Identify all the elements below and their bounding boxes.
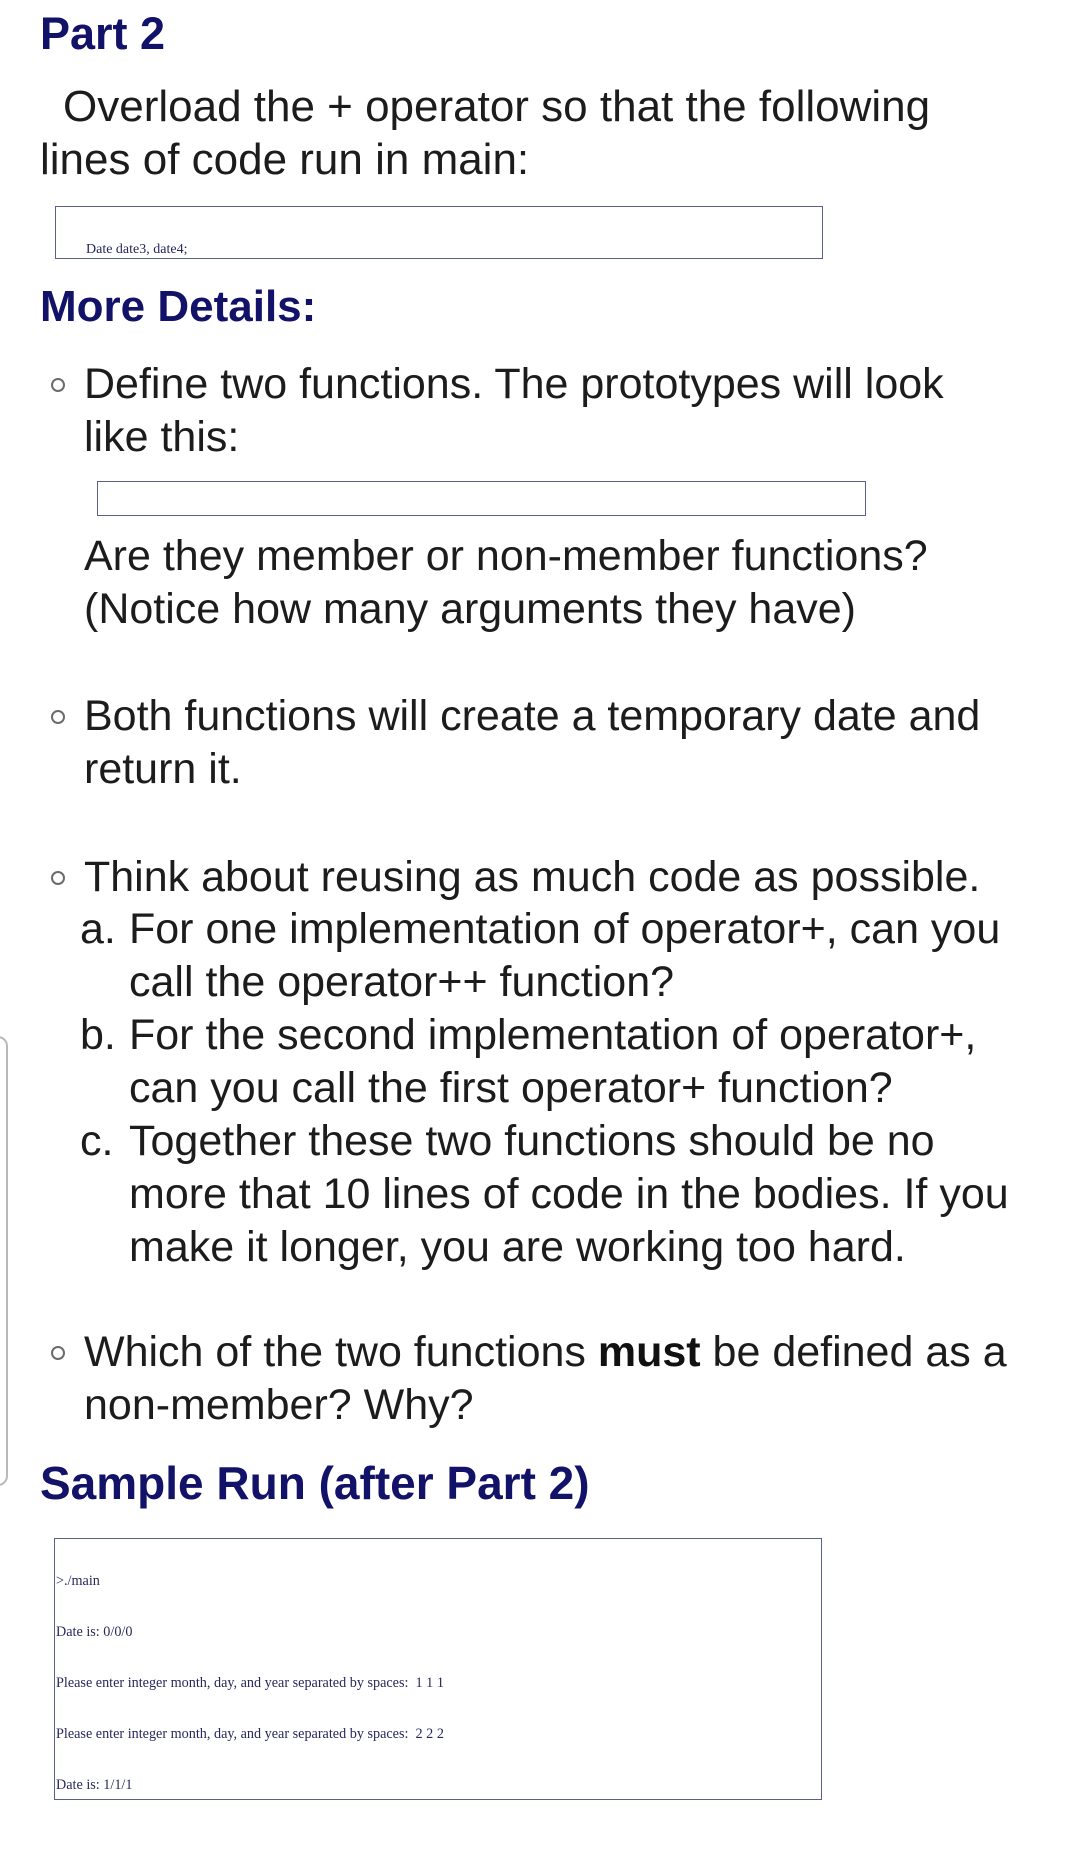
question-line: Are they member or non-member functions?	[84, 532, 928, 580]
bullet-non-member	[84, 1326, 1007, 1432]
bullet-line: non-member? Why?	[84, 1381, 474, 1429]
sublist-item-a	[80, 903, 1000, 1009]
bullet-temporary-date	[84, 690, 980, 796]
bullet-circle-icon	[51, 710, 65, 724]
intro-line-2: lines of code run in main:	[40, 135, 530, 184]
emphasis-text: must	[597, 1328, 701, 1376]
part-heading: Part 2	[40, 8, 166, 59]
sublist-line: make it longer, you are working too hard.	[129, 1223, 906, 1271]
bullet-line: return it.	[84, 745, 242, 793]
sublist-line: more that 10 lines of code in the bodies. If you	[129, 1170, 1009, 1218]
bullet-text: be defined as a	[700, 1328, 1007, 1376]
member-question	[84, 530, 928, 636]
question-line: (Notice how many arguments they have)	[84, 585, 856, 633]
output-line: Please enter integer month, day, and year separated by spaces: 2 2 2	[56, 1726, 444, 1742]
sample-output-block	[54, 1538, 822, 1800]
more-details-heading: More Details:	[40, 282, 317, 331]
bullet-line: Think about reusing as much code as possible.	[84, 853, 981, 901]
sublist-line: Together these two functions should be no	[129, 1117, 935, 1165]
bullet-circle-icon	[51, 378, 65, 392]
bullet-define-functions	[84, 358, 944, 464]
sublist-marker: b.	[80, 1011, 116, 1059]
sublist-line: For one implementation of operator+, can you	[129, 905, 1001, 953]
sublist-marker: c.	[80, 1117, 114, 1165]
sublist-marker: a.	[80, 905, 116, 953]
code-line	[100, 515, 865, 516]
sublist-line: can you call the first operator+ function?	[129, 1064, 893, 1112]
sublist-line: call the operator++ function?	[129, 958, 675, 1006]
code-line: Date date3, date4;	[86, 242, 188, 257]
bullet-text: Which of the two functions	[84, 1328, 598, 1376]
bullet-reuse-code	[84, 851, 980, 904]
bullet-circle-icon	[51, 1346, 65, 1360]
side-panel-handle[interactable]	[0, 1036, 8, 1486]
sublist-item-b	[80, 1009, 976, 1115]
intro-paragraph	[40, 80, 1050, 186]
bullet-circle-icon	[51, 871, 65, 885]
main-code-block	[55, 206, 823, 259]
prototypes-code-block	[97, 481, 866, 516]
sublist-item-c	[80, 1115, 1009, 1274]
bullet-line: like this:	[84, 413, 240, 461]
output-line: Date is: 0/0/0	[56, 1624, 133, 1640]
bullet-line: Define two functions. The prototypes will look	[84, 360, 944, 408]
output-line: Please enter integer month, day, and year separated by spaces: 1 1 1	[56, 1675, 444, 1691]
output-line: >./main	[56, 1573, 100, 1589]
sample-run-heading: Sample Run (after Part 2)	[40, 1457, 590, 1509]
sublist-line: For the second implementation of operator+,	[129, 1011, 977, 1059]
intro-line-1: Overload the + operator so that the following	[63, 82, 931, 131]
output-line: Date is: 1/1/1	[56, 1777, 133, 1793]
bullet-line: Both functions will create a temporary date and	[84, 692, 981, 740]
